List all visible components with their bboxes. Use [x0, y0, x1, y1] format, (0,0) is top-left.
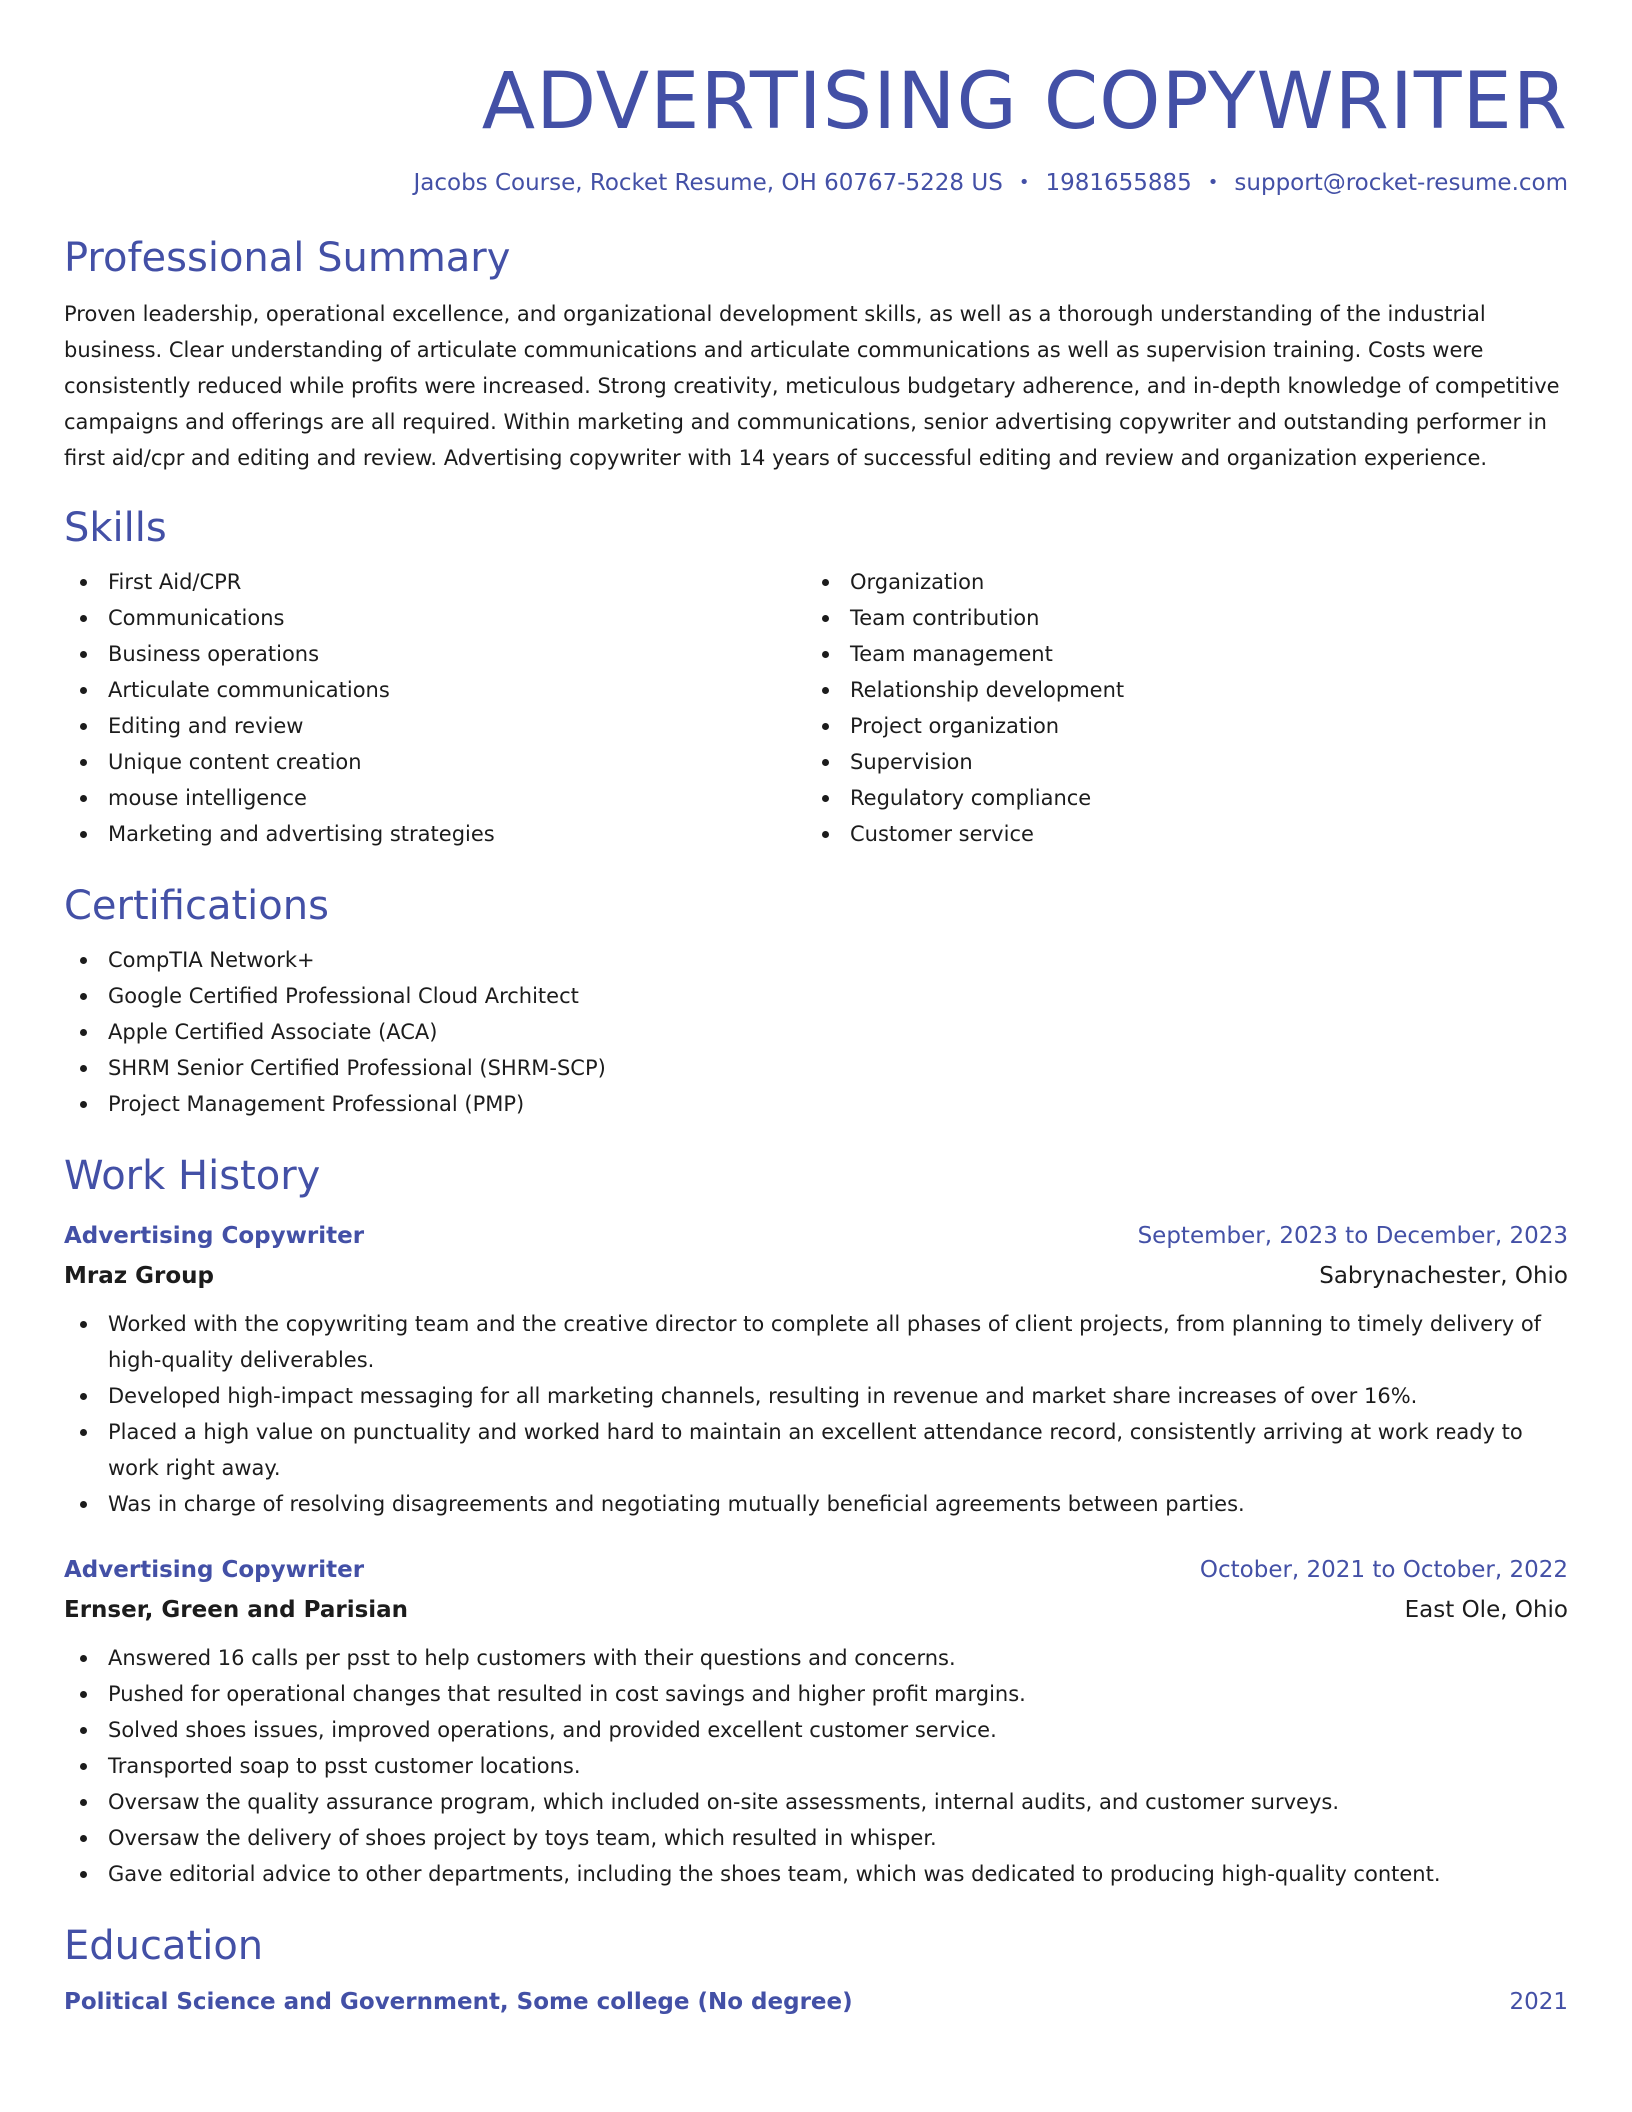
job-entry [64, 1550, 1568, 1892]
certification-item: CompTIA Network+ [64, 942, 1568, 978]
summary-text: Proven leadership, operational excellence, and organizational development skills, as well as a thorough understanding of the industrial business. Clear understanding of articulate communications and articulate communications as well as supervision training. Costs were consistently reduced while profits were increased. Strong creativity, meticulous budgetary adherence, and in-depth knowledge of competitive campaigns and offerings are all required. Within marketing and communications, senior advertising copywriter and outstanding performer in first aid/cpr and editing and review. Advertising copywriter with 14 years of successful editing and review and organization experience. [64, 302, 1560, 470]
education-year: 2021 [1509, 1989, 1568, 2015]
work-history-section [64, 1152, 1568, 1892]
education-section [64, 1922, 1568, 2022]
skill-item: Business operations [64, 636, 806, 672]
job-dates: September, 2023 to December, 2023 [1137, 1223, 1568, 1249]
skills-grid [64, 564, 1568, 852]
skill-item: Organization [806, 564, 1548, 600]
job-duty: Worked with the copywriting team and the creative director to complete all phases of client projects, from planning to timely delivery of high-quality deliverables. [64, 1306, 1568, 1378]
contact-separator: • [1207, 172, 1219, 193]
job-company: Mraz Group [64, 1263, 215, 1289]
resume-title: ADVERTISING COPYWRITER [481, 57, 1568, 147]
job-duty: Oversaw the delivery of shoes project by toys team, which resulted in whisper. [64, 1820, 1568, 1856]
skill-item: Regulatory compliance [806, 780, 1548, 816]
contact-phone: 1981655885 [1045, 170, 1192, 196]
job-header-row [64, 1216, 1568, 1256]
job-duty: Oversaw the quality assurance program, which included on-site assessments, internal audits, and customer surveys. [64, 1784, 1568, 1820]
job-duty: Developed high-impact messaging for all marketing channels, resulting in revenue and market share increases of over 16%. [64, 1378, 1568, 1414]
section-heading-certifications: Certifications [64, 883, 329, 929]
certification-item: Apple Certified Associate (ACA) [64, 1014, 1568, 1050]
job-location: East Ole, Ohio [1404, 1597, 1568, 1623]
section-heading-summary: Professional Summary [64, 235, 511, 281]
job-duty: Was in charge of resolving disagreements and negotiating mutually beneficial agreements between parties. [64, 1486, 1568, 1522]
skill-item: Marketing and advertising strategies [64, 816, 806, 852]
job-duty: Placed a high value on punctuality and worked hard to maintain an excellent attendance record, consistently arriving at work ready to work right away. [64, 1414, 1568, 1486]
certification-item: Google Certified Professional Cloud Architect [64, 978, 1568, 1014]
skill-item: Team contribution [806, 600, 1548, 636]
skills-list-left [64, 564, 806, 852]
skill-item: First Aid/CPR [64, 564, 806, 600]
section-heading-work-history: Work History [64, 1153, 321, 1199]
certification-item: SHRM Senior Certified Professional (SHRM-SCP) [64, 1050, 1568, 1086]
skill-item: Relationship development [806, 672, 1548, 708]
skill-item: Communications [64, 600, 806, 636]
skill-item: Team management [806, 636, 1548, 672]
job-entry [64, 1216, 1568, 1522]
job-company-row [64, 1590, 1568, 1630]
job-duty: Answered 16 calls per psst to help customers with their questions and concerns. [64, 1640, 1568, 1676]
job-header-row [64, 1550, 1568, 1590]
education-row [64, 1982, 1568, 2022]
job-location: Sabrynachester, Ohio [1319, 1263, 1568, 1289]
certifications-section [64, 882, 1568, 1122]
job-title: Advertising Copywriter [64, 1223, 365, 1249]
job-duty: Transported soap to psst customer locations. [64, 1748, 1568, 1784]
contact-line [64, 168, 1568, 198]
job-company: Ernser, Green and Parisian [64, 1597, 409, 1623]
skill-item: Supervision [806, 744, 1548, 780]
certifications-list [64, 942, 1568, 1122]
skill-item: Customer service [806, 816, 1548, 852]
job-duties-list [64, 1640, 1568, 1892]
section-heading-education: Education [64, 1923, 264, 1969]
job-title: Advertising Copywriter [64, 1557, 365, 1583]
job-duty: Solved shoes issues, improved operations, and provided excellent customer service. [64, 1712, 1568, 1748]
education-degree: Political Science and Government, Some college (No degree) [64, 1989, 853, 2015]
skill-item: Editing and review [64, 708, 806, 744]
skill-item: Project organization [806, 708, 1548, 744]
contact-separator: • [1018, 172, 1030, 193]
contact-email: support@rocket-resume.com [1234, 170, 1568, 196]
job-duty: Gave editorial advice to other departments, including the shoes team, which was dedicated to producing high-quality content. [64, 1856, 1568, 1892]
certification-item: Project Management Professional (PMP) [64, 1086, 1568, 1122]
job-dates: October, 2021 to October, 2022 [1199, 1557, 1568, 1583]
skill-item: mouse intelligence [64, 780, 806, 816]
job-duty: Pushed for operational changes that resulted in cost savings and higher profit margins. [64, 1676, 1568, 1712]
section-heading-skills: Skills [64, 505, 167, 551]
skills-section [64, 504, 1568, 852]
job-duties-list [64, 1306, 1568, 1522]
skill-item: Articulate communications [64, 672, 806, 708]
summary-section [64, 234, 1568, 476]
skill-item: Unique content creation [64, 744, 806, 780]
contact-address: Jacobs Course, Rocket Resume, OH 60767-5228 US [413, 170, 1003, 196]
job-company-row [64, 1256, 1568, 1296]
skills-list-right [806, 564, 1548, 852]
